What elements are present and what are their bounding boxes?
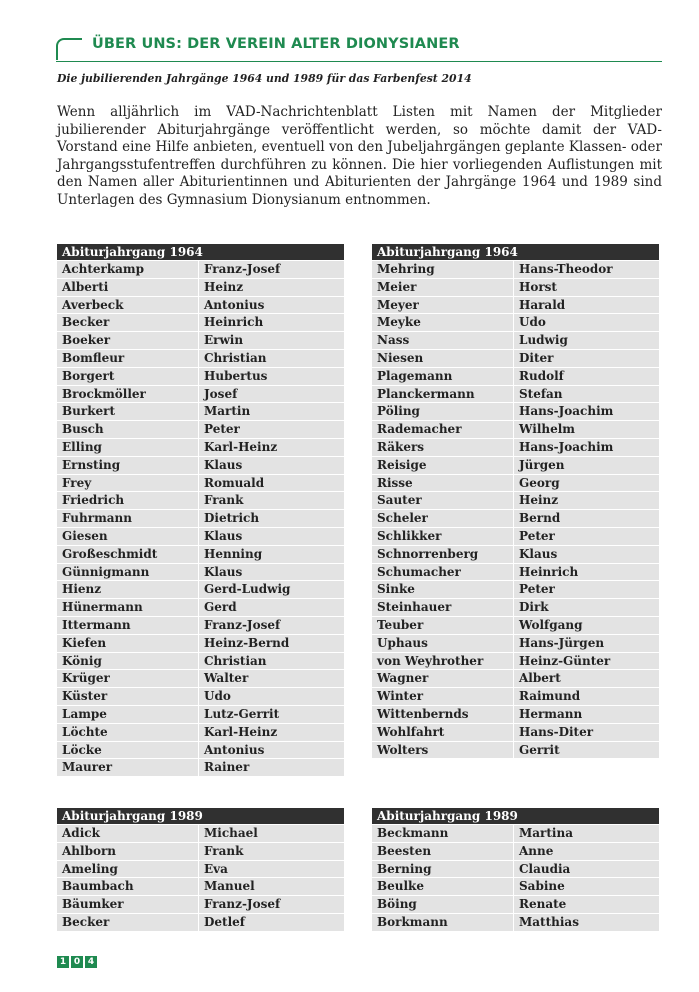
firstname-cell: Georg (514, 475, 659, 492)
page-digit: 0 (71, 956, 83, 968)
table-title: Abiturjahrgang 1989 (372, 808, 659, 824)
firstname-cell: Antonius (199, 742, 344, 759)
table-row (57, 439, 344, 456)
surname-cell: Wagner (372, 670, 513, 687)
table-row (57, 688, 344, 705)
surname-cell: Reisige (372, 457, 513, 474)
table-row (57, 878, 344, 895)
table-row (372, 564, 659, 581)
surname-cell: Plagemann (372, 368, 513, 385)
firstname-cell: Gerd (199, 599, 344, 616)
firstname-cell: Hans-Jürgen (514, 635, 659, 652)
surname-cell: Niesen (372, 350, 513, 367)
firstname-cell: Antonius (199, 297, 344, 314)
firstname-cell: Gerd-Ludwig (199, 581, 344, 598)
page-header (56, 34, 662, 62)
surname-cell: Krüger (57, 670, 198, 687)
table-row (372, 878, 659, 895)
firstname-cell: Eva (199, 861, 344, 878)
surname-cell: Küster (57, 688, 198, 705)
firstname-cell: Bernd (514, 510, 659, 527)
table-row (57, 581, 344, 598)
surname-cell: Frey (57, 475, 198, 492)
surname-cell: Alberti (57, 279, 198, 296)
firstname-cell: Rainer (199, 759, 344, 776)
firstname-cell: Romuald (199, 475, 344, 492)
table-row (57, 350, 344, 367)
surname-cell: Berning (372, 861, 513, 878)
firstname-cell: Hubertus (199, 368, 344, 385)
surname-cell: Schnorrenberg (372, 546, 513, 563)
page-number (57, 956, 99, 968)
firstname-cell: Klaus (199, 457, 344, 474)
table-row (372, 706, 659, 723)
table-row (372, 457, 659, 474)
table-row (372, 528, 659, 545)
table-row (57, 546, 344, 563)
table-1964-right (372, 244, 659, 759)
table-row (372, 617, 659, 634)
table-row (372, 297, 659, 314)
firstname-cell: Udo (199, 688, 344, 705)
table-title: Abiturjahrgang 1989 (57, 808, 344, 824)
firstname-cell: Michael (199, 825, 344, 842)
firstname-cell: Franz-Josef (199, 617, 344, 634)
firstname-cell: Franz-Josef (199, 896, 344, 913)
table-1964-left (57, 244, 344, 777)
firstname-cell: Heinz (199, 279, 344, 296)
firstname-cell: Renate (514, 896, 659, 913)
surname-cell: Ameling (57, 861, 198, 878)
surname-cell: Brockmöller (57, 386, 198, 403)
surname-cell: Bomfleur (57, 350, 198, 367)
surname-cell: Becker (57, 314, 198, 331)
surname-cell: Beulke (372, 878, 513, 895)
table-row (372, 581, 659, 598)
firstname-cell: Hans-Joachim (514, 439, 659, 456)
surname-cell: Scheler (372, 510, 513, 527)
surname-cell: Boeker (57, 332, 198, 349)
surname-cell: Meyer (372, 297, 513, 314)
table-row (57, 261, 344, 278)
firstname-cell: Sabine (514, 878, 659, 895)
table-row (372, 439, 659, 456)
surname-cell: Pöling (372, 403, 513, 420)
table-row (372, 599, 659, 616)
table-row (57, 635, 344, 652)
table-row (57, 896, 344, 913)
surname-cell: Sauter (372, 492, 513, 509)
firstname-cell: Wilhelm (514, 421, 659, 438)
table-row (372, 403, 659, 420)
surname-cell: Maurer (57, 759, 198, 776)
surname-cell: Giesen (57, 528, 198, 545)
firstname-cell: Heinrich (199, 314, 344, 331)
surname-cell: Mehring (372, 261, 513, 278)
table-row (57, 825, 344, 842)
table-row (57, 332, 344, 349)
surname-cell: Böing (372, 896, 513, 913)
firstname-cell: Dirk (514, 599, 659, 616)
table-row (372, 368, 659, 385)
table-row (372, 546, 659, 563)
firstname-cell: Christian (199, 653, 344, 670)
firstname-cell: Franz-Josef (199, 261, 344, 278)
firstname-cell: Manuel (199, 878, 344, 895)
table-row (57, 724, 344, 741)
surname-cell: Burkert (57, 403, 198, 420)
article-subtitle: Die jubilierenden Jahrgänge 1964 und 1989 für das Farbenfest 2014 (57, 72, 472, 85)
firstname-cell: Martin (199, 403, 344, 420)
surname-cell: Fuhrmann (57, 510, 198, 527)
firstname-cell: Henning (199, 546, 344, 563)
surname-cell: Löcke (57, 742, 198, 759)
header-bracket-decoration (56, 38, 82, 60)
table-row (57, 742, 344, 759)
firstname-cell: Frank (199, 843, 344, 860)
table-row (57, 403, 344, 420)
firstname-cell: Heinz-Günter (514, 653, 659, 670)
table-row (57, 528, 344, 545)
firstname-cell: Walter (199, 670, 344, 687)
firstname-cell: Karl-Heinz (199, 724, 344, 741)
table-row (372, 492, 659, 509)
surname-cell: Schlikker (372, 528, 513, 545)
surname-cell: Winter (372, 688, 513, 705)
surname-cell: Borkmann (372, 914, 513, 931)
firstname-cell: Horst (514, 279, 659, 296)
firstname-cell: Peter (514, 581, 659, 598)
firstname-cell: Klaus (199, 528, 344, 545)
firstname-cell: Stefan (514, 386, 659, 403)
table-row (372, 332, 659, 349)
surname-cell: Bäumker (57, 896, 198, 913)
table-row (372, 421, 659, 438)
surname-cell: Beckmann (372, 825, 513, 842)
surname-cell: Planckermann (372, 386, 513, 403)
surname-cell: Ernsting (57, 457, 198, 474)
surname-cell: Löchte (57, 724, 198, 741)
firstname-cell: Detlef (199, 914, 344, 931)
surname-cell: Hünermann (57, 599, 198, 616)
table-row (372, 742, 659, 759)
firstname-cell: Hermann (514, 706, 659, 723)
table-row (57, 492, 344, 509)
surname-cell: König (57, 653, 198, 670)
surname-cell: Hienz (57, 581, 198, 598)
firstname-cell: Hans-Joachim (514, 403, 659, 420)
surname-cell: Ittermann (57, 617, 198, 634)
surname-cell: Adick (57, 825, 198, 842)
table-title: Abiturjahrgang 1964 (372, 244, 659, 260)
surname-cell: Großeschmidt (57, 546, 198, 563)
firstname-cell: Anne (514, 843, 659, 860)
table-row (57, 861, 344, 878)
section-title: ÜBER UNS: DER VEREIN ALTER DIONYSIANER (92, 36, 460, 52)
page-digit: 1 (57, 956, 69, 968)
firstname-cell: Klaus (199, 564, 344, 581)
surname-cell: Wittenbernds (372, 706, 513, 723)
firstname-cell: Hans-Diter (514, 724, 659, 741)
table-row (57, 386, 344, 403)
firstname-cell: Martina (514, 825, 659, 842)
table-row (57, 599, 344, 616)
firstname-cell: Lutz-Gerrit (199, 706, 344, 723)
surname-cell: Baumbach (57, 878, 198, 895)
firstname-cell: Harald (514, 297, 659, 314)
surname-cell: Günnigmann (57, 564, 198, 581)
table-row (57, 457, 344, 474)
firstname-cell: Jürgen (514, 457, 659, 474)
surname-cell: Uphaus (372, 635, 513, 652)
table-row (57, 843, 344, 860)
firstname-cell: Albert (514, 670, 659, 687)
firstname-cell: Josef (199, 386, 344, 403)
table-row (372, 670, 659, 687)
firstname-cell: Ludwig (514, 332, 659, 349)
surname-cell: Ahlborn (57, 843, 198, 860)
table-row (372, 914, 659, 931)
firstname-cell: Dietrich (199, 510, 344, 527)
table-row (57, 421, 344, 438)
page-digit: 4 (85, 956, 97, 968)
table-row (372, 261, 659, 278)
table-row (372, 896, 659, 913)
firstname-cell: Udo (514, 314, 659, 331)
table-title: Abiturjahrgang 1964 (57, 244, 344, 260)
table-1989-right (372, 808, 659, 932)
firstname-cell: Hans-Theodor (514, 261, 659, 278)
table-row (57, 368, 344, 385)
surname-cell: Rademacher (372, 421, 513, 438)
table-row (57, 759, 344, 776)
table-row (57, 475, 344, 492)
surname-cell: Steinhauer (372, 599, 513, 616)
table-row (372, 510, 659, 527)
firstname-cell: Rudolf (514, 368, 659, 385)
table-row (57, 914, 344, 931)
table-row (372, 279, 659, 296)
firstname-cell: Claudia (514, 861, 659, 878)
table-row (372, 314, 659, 331)
firstname-cell: Diter (514, 350, 659, 367)
table-row (372, 475, 659, 492)
surname-cell: Nass (372, 332, 513, 349)
surname-cell: Risse (372, 475, 513, 492)
firstname-cell: Heinrich (514, 564, 659, 581)
table-row (372, 350, 659, 367)
table-row (57, 279, 344, 296)
surname-cell: Meier (372, 279, 513, 296)
table-row (57, 510, 344, 527)
firstname-cell: Christian (199, 350, 344, 367)
surname-cell: Busch (57, 421, 198, 438)
firstname-cell: Peter (514, 528, 659, 545)
firstname-cell: Gerrit (514, 742, 659, 759)
surname-cell: Schumacher (372, 564, 513, 581)
firstname-cell: Matthias (514, 914, 659, 931)
table-row (372, 843, 659, 860)
table-row (372, 635, 659, 652)
table-row (372, 825, 659, 842)
surname-cell: Kiefen (57, 635, 198, 652)
firstname-cell: Klaus (514, 546, 659, 563)
table-row (372, 653, 659, 670)
table-row (372, 688, 659, 705)
surname-cell: Wohlfahrt (372, 724, 513, 741)
surname-cell: Beesten (372, 843, 513, 860)
firstname-cell: Wolfgang (514, 617, 659, 634)
surname-cell: Lampe (57, 706, 198, 723)
surname-cell: Teuber (372, 617, 513, 634)
firstname-cell: Heinz (514, 492, 659, 509)
firstname-cell: Erwin (199, 332, 344, 349)
header-rule (56, 61, 662, 62)
firstname-cell: Peter (199, 421, 344, 438)
surname-cell: Becker (57, 914, 198, 931)
surname-cell: Räkers (372, 439, 513, 456)
intro-paragraph: Wenn alljährlich im VAD-Nachrichtenblatt Listen mit Namen der Mitglieder jubilierender Abiturjahrgänge veröffentlicht werden, so möchte damit der VAD-Vorstand eine Hilfe anbieten, eventuell von den Jubeljahrgängen geplante Klassen- oder Jahrgangsstufentreffen durchführen zu können. Die hier vorliegenden Auflistungen mit den Namen aller Abiturientinnen und Abiturienten der Jahrgänge 1964 und 1989 sind Unterlagen des Gymnasium Dionysianum entnommen. (57, 104, 662, 208)
surname-cell: Averbeck (57, 297, 198, 314)
table-row (57, 297, 344, 314)
table-row (372, 386, 659, 403)
table-row (57, 706, 344, 723)
surname-cell: Sinke (372, 581, 513, 598)
firstname-cell: Heinz-Bernd (199, 635, 344, 652)
table-1989-left (57, 808, 344, 932)
table-row (57, 617, 344, 634)
surname-cell: von Weyhrother (372, 653, 513, 670)
firstname-cell: Karl-Heinz (199, 439, 344, 456)
table-row (57, 564, 344, 581)
table-row (57, 653, 344, 670)
firstname-cell: Frank (199, 492, 344, 509)
surname-cell: Borgert (57, 368, 198, 385)
surname-cell: Elling (57, 439, 198, 456)
surname-cell: Achterkamp (57, 261, 198, 278)
table-row (372, 724, 659, 741)
table-row (57, 314, 344, 331)
firstname-cell: Raimund (514, 688, 659, 705)
table-row (57, 670, 344, 687)
table-row (372, 861, 659, 878)
surname-cell: Meyke (372, 314, 513, 331)
surname-cell: Wolters (372, 742, 513, 759)
surname-cell: Friedrich (57, 492, 198, 509)
